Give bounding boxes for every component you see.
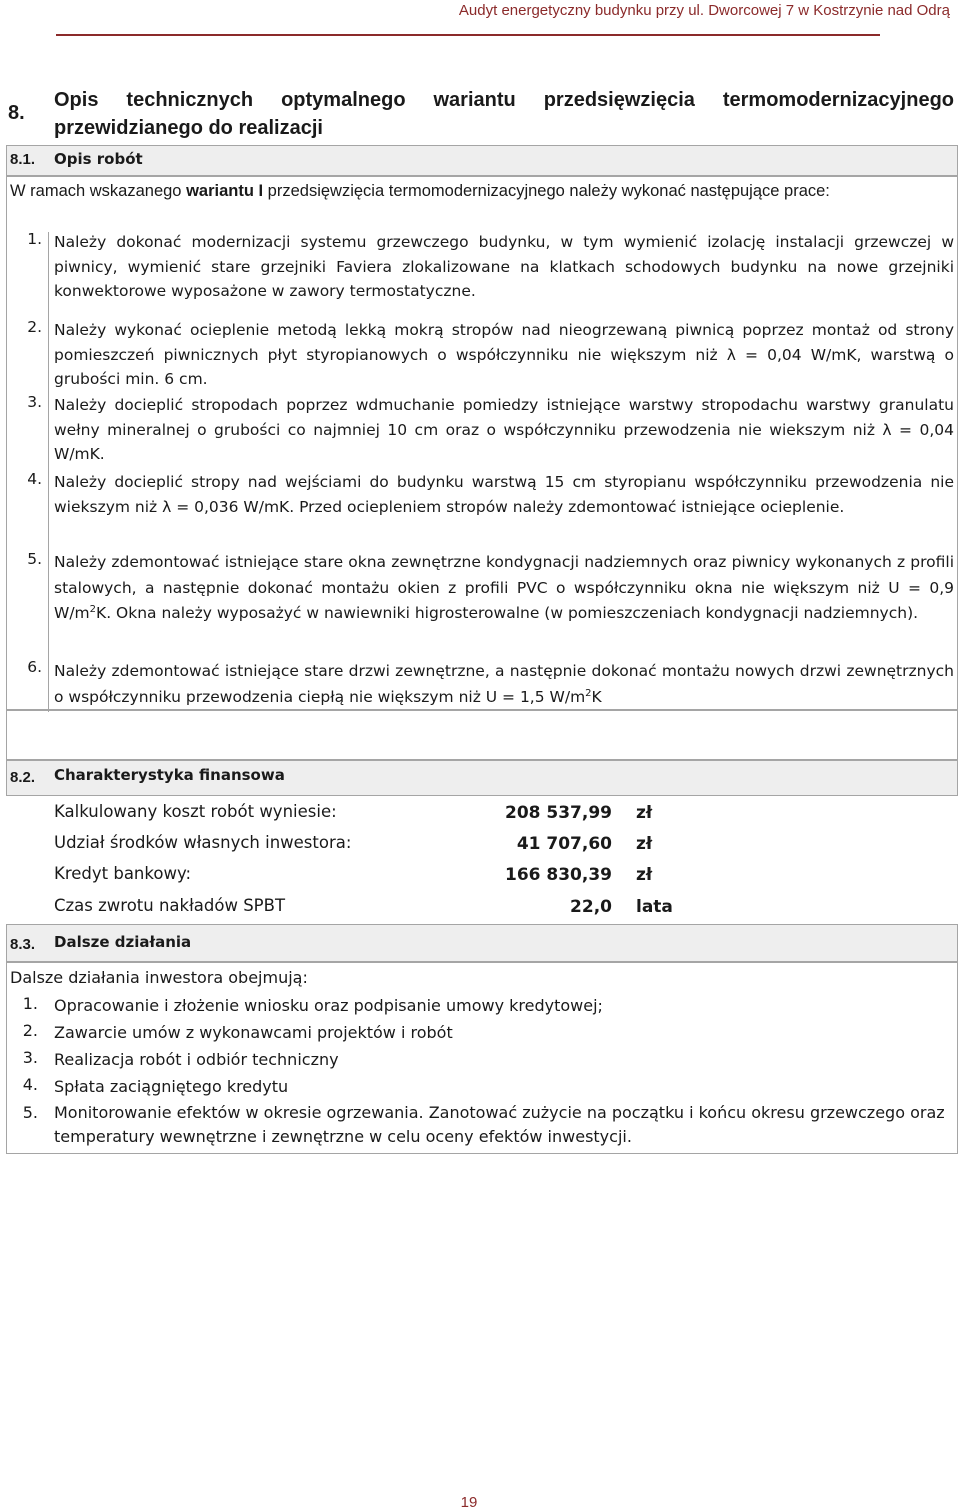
list-item-number: 5. xyxy=(22,1103,38,1122)
list-item-number: 4. xyxy=(22,1075,38,1094)
list-item: Spłata zaciągniętego kredytu xyxy=(54,1077,289,1096)
finance-unit: lata xyxy=(636,897,673,917)
list-item: Należy zdemontować istniejące stare okna zewnętrzne kondygnacji nadziemnych oraz piwnicy wykonanych z profili stalowych, a następnie dokonać montażu okien z profili PVC o współczynniku okna nie większym niż U = 0,9 $W/m^2K$. Okna należy wyposażyć w nawiewniki higrosterowalne (w pomieszczeniach kondygnacji nadziemnych). xyxy=(54,553,954,622)
list-item: Monitorowanie efektów w okresie ogrzewania. Zanotować zużycie na początku i końcu okresu grzewczego oraz temperatury wewnętrzne i zewnętrzne w celu oceny efektów inwestycji. xyxy=(54,1103,945,1146)
list-item-number: 3. xyxy=(22,1048,38,1067)
list-divider xyxy=(48,232,49,712)
document-header: Audyt energetyczny budynku przy ul. Dworcowej 7 w Kostrzynie nad Odrą xyxy=(458,2,950,19)
section-title: Opis technicznych optymalnego wariantu przedsięwzięcia termomodernizacyjnego przewidzianego do realizacji xyxy=(54,89,954,139)
finance-unit: zł xyxy=(636,865,653,885)
subsection-number: 8.2. xyxy=(10,769,36,786)
header-rule xyxy=(56,34,880,36)
finance-label: Kalkulowany koszt robót wyniesie: xyxy=(54,802,337,821)
list-item-number: 4. xyxy=(27,470,42,488)
list-item: Należy docieplić stropodach poprzez wdmuchanie pomiedzy istniejące warstwy stropodachu warstwy granulatu wełny mineralnej o grubości co najmniej 10 cm oraz o współczynniku przewodzenia nie wiekszym niż λ = 0,04 W/mK. xyxy=(54,396,954,463)
list-item-number: 5. xyxy=(27,550,42,568)
finance-label: Kredyt bankowy: xyxy=(54,864,192,883)
list-item-number: 3. xyxy=(27,393,42,411)
list-item: Należy zdemontować istniejące stare drzwi zewnętrzne, a następnie dokonać montażu nowych drzwi zewnętrznych o współczynniku przewodzenia ciepłą nie większym niż U = 1,5 $W/m^2K$ xyxy=(54,662,954,706)
page-number: 19 xyxy=(460,1494,478,1511)
actions-intro: Dalsze działania inwestora obejmują: xyxy=(10,968,308,987)
subsection-number: 8.3. xyxy=(10,936,36,953)
finance-label: Czas zwrotu nakładów SPBT xyxy=(54,896,286,915)
finance-value: 41 707,60 xyxy=(516,834,612,854)
finance-label: Udział środków własnych inwestora: xyxy=(54,833,352,852)
finance-value: 208 537,99 xyxy=(504,803,612,823)
list-item-number: 2. xyxy=(22,1021,38,1040)
subsection-title: Opis robót xyxy=(54,150,143,168)
subsection-title: Dalsze działania xyxy=(54,933,192,951)
subsection-header-box xyxy=(6,145,958,176)
list-item-number: 1. xyxy=(22,994,38,1013)
list-item: Zawarcie umów z wykonawcami projektów i robót xyxy=(54,1023,453,1042)
list-item: Należy wykonać ocieplenie metodą lekką mokrą stropów nad nieogrzewaną piwnicą poprzez montaż od strony pomieszczeń piwnicznych płyt styropianowych o współczynniku nie większym niż λ = 0,04 W/mK, warstwą o grubości min. 6 cm. xyxy=(54,321,954,388)
section-number: 8. xyxy=(8,102,25,124)
list-item: Należy docieplić stropy nad wejściami do budynku warstwą 15 cm styropianu współczynniku przewodzenia nie wiekszym niż λ = 0,036 W/mK. Przed ociepleniem stropów należy zdemontować istniejące ocieplenie. xyxy=(54,473,954,516)
subsection-number: 8.1. xyxy=(10,151,36,168)
list-item-number: 1. xyxy=(27,230,42,248)
list-item-number: 6. xyxy=(27,658,42,676)
spacer-box xyxy=(6,710,958,760)
list-item: Opracowanie i złożenie wniosku oraz podpisanie umowy kredytowej; xyxy=(54,996,603,1015)
finance-unit: zł xyxy=(636,834,653,854)
list-item: Realizacja robót i odbiór techniczny xyxy=(54,1050,339,1069)
subsection-title: Charakterystyka finansowa xyxy=(54,766,285,784)
finance-value: 22,0 xyxy=(570,897,612,917)
works-intro: W ramach wskazanego wariantu I przedsięwzięcia termomodernizacyjnego należy wykonać następujące prace: xyxy=(10,182,830,200)
list-item-number: 2. xyxy=(27,318,42,336)
finance-value: 166 830,39 xyxy=(504,865,612,885)
list-item: Należy dokonać modernizacji systemu grzewczego budynku, w tym wymienić izolację instalacji grzewczej w piwnicy, wymienić stare grzejniki Faviera zlokalizowane na klatkach schodowych budynku na nowe grzejniki konwektorowe wyposażone w zawory termostatyczne. xyxy=(54,233,954,300)
finance-unit: zł xyxy=(636,803,653,823)
